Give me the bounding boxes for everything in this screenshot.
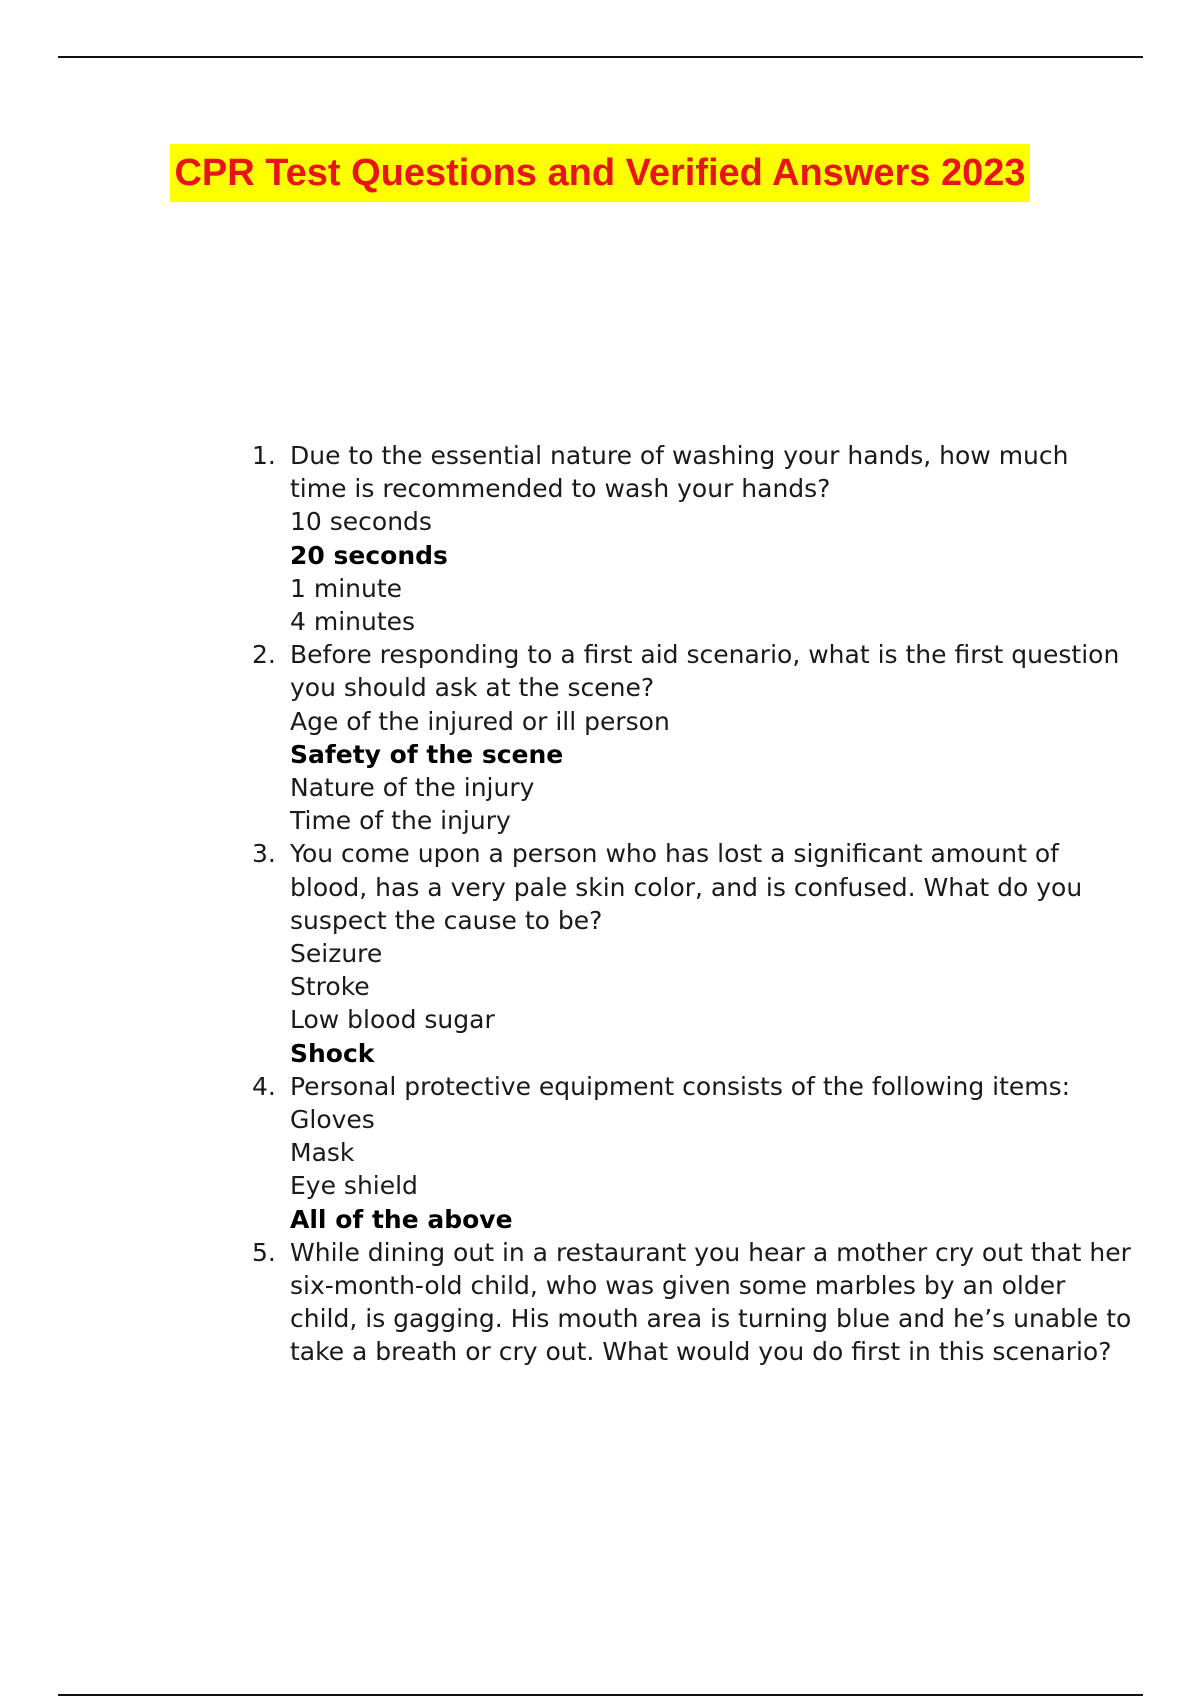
correct-answer: Safety of the scene [290, 739, 564, 769]
question-number: 2. [252, 640, 276, 670]
answer-options [290, 937, 1132, 1070]
answer-option: 4 minutes [290, 607, 416, 637]
correct-answer: All of the above [290, 1204, 513, 1234]
answer-options [290, 505, 1132, 638]
document-title: CPR Test Questions and Verified Answers 2023 [170, 144, 1029, 202]
answer-option: Eye shield [290, 1171, 418, 1201]
answer-options [290, 1103, 1132, 1236]
title-block [0, 144, 1200, 202]
question-number: 5. [252, 1237, 276, 1267]
answer-option: 1 minute [290, 573, 403, 603]
answer-option: Age of the injured or ill person [290, 706, 670, 736]
question-text: You come upon a person who has lost a significant amount of blood, has a very pale skin color, and is confused. What do you suspect the cause to be? [290, 839, 1083, 935]
question-text: While dining out in a restaurant you hear a mother cry out that her six-month-old child, who was given some marbles by an older child, is gagging. His mouth area is turning blue and he’s unable to take a breath or cry out. What would you do first in this scenario? [290, 1237, 1132, 1367]
question-number: 1. [252, 441, 276, 470]
answer-option: Stroke [290, 972, 370, 1002]
question-item [252, 439, 1132, 638]
footer-rule [58, 1694, 1143, 1696]
answer-option: Seizure [290, 939, 383, 969]
answer-option: Time of the injury [290, 806, 511, 836]
correct-answer: Shock [290, 1038, 375, 1068]
question-text: Personal protective equipment consists of the following items: [290, 1071, 1071, 1101]
answer-option: Low blood sugar [290, 1005, 495, 1035]
question-list [252, 439, 1132, 1369]
correct-answer: 20 seconds [290, 540, 448, 570]
header-rule [58, 56, 1143, 58]
answer-option: 10 seconds [290, 507, 432, 537]
answer-option: Gloves [290, 1105, 375, 1135]
answer-options [290, 705, 1132, 838]
question-text: Due to the essential nature of washing your hands, how much time is recommended to wash your hands? [290, 441, 1069, 504]
question-number: 3. [252, 839, 276, 869]
question-item [252, 1070, 1132, 1236]
question-number: 4. [252, 1071, 276, 1101]
answer-option: Mask [290, 1138, 355, 1168]
question-item [252, 837, 1132, 1069]
question-item [252, 1236, 1132, 1369]
question-item [252, 638, 1132, 837]
answer-option: Nature of the injury [290, 773, 535, 803]
question-text: Before responding to a first aid scenario, what is the first question you should ask at the scene? [290, 640, 1120, 703]
